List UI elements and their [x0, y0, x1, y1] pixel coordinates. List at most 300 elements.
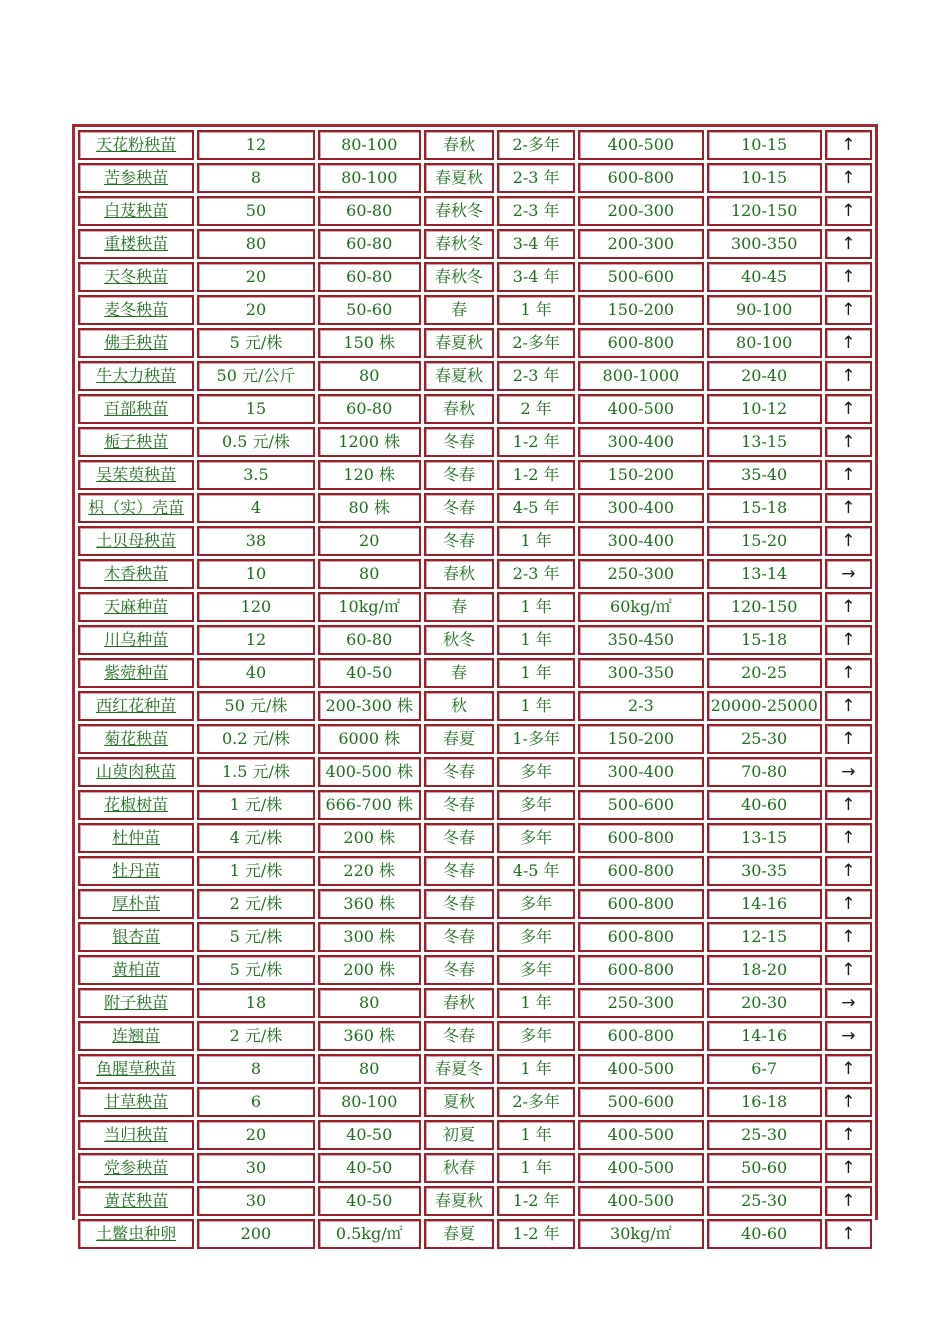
table-row — [78, 856, 872, 886]
table-row — [78, 1120, 872, 1150]
growth-cycle-cell: 4-5 年 — [497, 856, 575, 886]
table-row — [78, 1153, 872, 1183]
quantity-cell: 60-80 — [318, 229, 421, 259]
seedling-name-link[interactable]: 百部秧苗 — [78, 394, 194, 424]
growth-cycle-cell: 2-多年 — [497, 130, 575, 160]
season-cell: 冬春 — [424, 493, 494, 523]
market-price-cell: 35-40 — [707, 460, 822, 490]
season-cell: 冬春 — [424, 427, 494, 457]
growth-cycle-cell: 2-3 年 — [497, 559, 575, 589]
seedling-name-link[interactable]: 木香秧苗 — [78, 559, 194, 589]
trend-arrow-icon: ↑ — [825, 1153, 872, 1183]
growth-cycle-cell: 4-5 年 — [497, 493, 575, 523]
market-price-cell: 40-60 — [707, 790, 822, 820]
seedling-name-link[interactable]: 川乌种苗 — [78, 625, 194, 655]
yield-cell: 400-500 — [578, 394, 703, 424]
market-price-cell: 16-18 — [707, 1087, 822, 1117]
table-row — [78, 196, 872, 226]
seedling-name-link[interactable]: 花椒树苗 — [78, 790, 194, 820]
trend-arrow-icon: ↑ — [825, 460, 872, 490]
price-cell: 5 元/株 — [197, 922, 314, 952]
market-price-cell: 120-150 — [707, 592, 822, 622]
yield-cell: 300-400 — [578, 427, 703, 457]
yield-cell: 200-300 — [578, 196, 703, 226]
trend-arrow-icon: ↑ — [825, 295, 872, 325]
price-cell: 12 — [197, 625, 314, 655]
market-price-cell: 120-150 — [707, 196, 822, 226]
table-row — [78, 493, 872, 523]
seedling-name-link[interactable]: 吴茱萸秧苗 — [78, 460, 194, 490]
price-cell: 1 元/株 — [197, 790, 314, 820]
quantity-cell: 60-80 — [318, 262, 421, 292]
price-cell: 18 — [197, 988, 314, 1018]
price-cell: 20 — [197, 1120, 314, 1150]
seedling-name-link[interactable]: 枳（实）壳苗 — [78, 493, 194, 523]
growth-cycle-cell: 1 年 — [497, 1054, 575, 1084]
market-price-cell: 10-15 — [707, 130, 822, 160]
seedling-name-link[interactable]: 佛手秧苗 — [78, 328, 194, 358]
season-cell: 春 — [424, 295, 494, 325]
yield-cell: 600-800 — [578, 922, 703, 952]
growth-cycle-cell: 多年 — [497, 790, 575, 820]
market-price-cell: 20-25 — [707, 658, 822, 688]
seedling-name-link[interactable]: 土鳖虫种卵 — [78, 1219, 194, 1249]
market-price-cell: 25-30 — [707, 724, 822, 754]
quantity-cell: 220 株 — [318, 856, 421, 886]
price-cell: 80 — [197, 229, 314, 259]
seedling-name-link[interactable]: 天冬秧苗 — [78, 262, 194, 292]
quantity-cell: 0.5kg/㎡ — [318, 1219, 421, 1249]
quantity-cell: 40-50 — [318, 658, 421, 688]
price-cell: 8 — [197, 1054, 314, 1084]
market-price-cell: 13-14 — [707, 559, 822, 589]
yield-cell: 600-800 — [578, 1021, 703, 1051]
price-cell: 120 — [197, 592, 314, 622]
table-row — [78, 328, 872, 358]
growth-cycle-cell: 1 年 — [497, 1120, 575, 1150]
market-price-cell: 25-30 — [707, 1186, 822, 1216]
price-cell: 3.5 — [197, 460, 314, 490]
market-price-cell: 40-45 — [707, 262, 822, 292]
season-cell: 春秋冬 — [424, 196, 494, 226]
growth-cycle-cell: 多年 — [497, 955, 575, 985]
seedling-name-link[interactable]: 连翘苗 — [78, 1021, 194, 1051]
yield-cell: 500-600 — [578, 1087, 703, 1117]
market-price-cell: 40-60 — [707, 1219, 822, 1249]
yield-cell: 60kg/㎡ — [578, 592, 703, 622]
season-cell: 春秋冬 — [424, 229, 494, 259]
seedling-name-link[interactable]: 土贝母秧苗 — [78, 526, 194, 556]
growth-cycle-cell: 1 年 — [497, 658, 575, 688]
season-cell: 冬春 — [424, 790, 494, 820]
season-cell: 冬春 — [424, 889, 494, 919]
quantity-cell: 40-50 — [318, 1153, 421, 1183]
trend-arrow-icon: ↑ — [825, 361, 872, 391]
quantity-cell: 200 株 — [318, 823, 421, 853]
yield-cell: 300-400 — [578, 757, 703, 787]
table-row — [78, 988, 872, 1018]
season-cell: 冬春 — [424, 823, 494, 853]
table-row — [78, 130, 872, 160]
trend-arrow-icon: ↑ — [825, 592, 872, 622]
quantity-cell: 60-80 — [318, 625, 421, 655]
growth-cycle-cell: 1 年 — [497, 988, 575, 1018]
seedling-name-link[interactable]: 甘草秧苗 — [78, 1087, 194, 1117]
seedling-price-table — [75, 127, 875, 1252]
trend-arrow-icon: → — [825, 988, 872, 1018]
season-cell: 冬春 — [424, 460, 494, 490]
table-row — [78, 1186, 872, 1216]
market-price-cell: 14-16 — [707, 889, 822, 919]
growth-cycle-cell: 1 年 — [497, 295, 575, 325]
price-cell: 6 — [197, 1087, 314, 1117]
market-price-cell: 70-80 — [707, 757, 822, 787]
quantity-cell: 150 株 — [318, 328, 421, 358]
price-cell: 12 — [197, 130, 314, 160]
table-row — [78, 955, 872, 985]
seedling-name-link[interactable]: 黄芪秧苗 — [78, 1186, 194, 1216]
season-cell: 夏秋 — [424, 1087, 494, 1117]
quantity-cell: 1200 株 — [318, 427, 421, 457]
price-cell: 1 元/株 — [197, 856, 314, 886]
table-row — [78, 229, 872, 259]
table-row — [78, 295, 872, 325]
seedling-name-link[interactable]: 栀子秧苗 — [78, 427, 194, 457]
season-cell: 春秋 — [424, 130, 494, 160]
yield-cell: 600-800 — [578, 163, 703, 193]
seedling-name-link[interactable]: 麦冬秧苗 — [78, 295, 194, 325]
season-cell: 秋春 — [424, 1153, 494, 1183]
price-cell: 20 — [197, 295, 314, 325]
season-cell: 春 — [424, 658, 494, 688]
table-row — [78, 1054, 872, 1084]
season-cell: 冬春 — [424, 955, 494, 985]
season-cell: 秋冬 — [424, 625, 494, 655]
growth-cycle-cell: 3-4 年 — [497, 229, 575, 259]
table-row — [78, 823, 872, 853]
yield-cell: 600-800 — [578, 823, 703, 853]
quantity-cell: 50-60 — [318, 295, 421, 325]
yield-cell: 600-800 — [578, 328, 703, 358]
season-cell: 春夏 — [424, 1219, 494, 1249]
season-cell: 春秋 — [424, 988, 494, 1018]
table-body — [78, 130, 872, 1249]
price-cell: 50 元/株 — [197, 691, 314, 721]
season-cell: 冬春 — [424, 1021, 494, 1051]
price-cell: 2 元/株 — [197, 889, 314, 919]
quantity-cell: 10kg/㎡ — [318, 592, 421, 622]
quantity-cell: 400-500 株 — [318, 757, 421, 787]
table-row — [78, 691, 872, 721]
growth-cycle-cell: 1-多年 — [497, 724, 575, 754]
seedling-price-table-frame — [72, 124, 878, 1244]
yield-cell: 600-800 — [578, 856, 703, 886]
quantity-cell: 40-50 — [318, 1186, 421, 1216]
seedling-name-link[interactable]: 附子秧苗 — [78, 988, 194, 1018]
price-cell: 0.5 元/株 — [197, 427, 314, 457]
table-row — [78, 1021, 872, 1051]
trend-arrow-icon: ↑ — [825, 328, 872, 358]
season-cell: 春夏秋 — [424, 163, 494, 193]
price-cell: 50 — [197, 196, 314, 226]
growth-cycle-cell: 多年 — [497, 922, 575, 952]
price-cell: 200 — [197, 1219, 314, 1249]
yield-cell: 500-600 — [578, 790, 703, 820]
quantity-cell: 60-80 — [318, 196, 421, 226]
season-cell: 春秋 — [424, 394, 494, 424]
trend-arrow-icon: ↑ — [825, 856, 872, 886]
yield-cell: 150-200 — [578, 724, 703, 754]
quantity-cell: 80-100 — [318, 163, 421, 193]
price-cell: 5 元/株 — [197, 955, 314, 985]
seedling-name-link[interactable]: 杜仲苗 — [78, 823, 194, 853]
quantity-cell: 60-80 — [318, 394, 421, 424]
price-cell: 30 — [197, 1186, 314, 1216]
yield-cell: 500-600 — [578, 262, 703, 292]
growth-cycle-cell: 多年 — [497, 1021, 575, 1051]
season-cell: 春秋冬 — [424, 262, 494, 292]
table-row — [78, 724, 872, 754]
price-cell: 2 元/株 — [197, 1021, 314, 1051]
trend-arrow-icon: ↑ — [825, 1087, 872, 1117]
trend-arrow-icon: ↑ — [825, 427, 872, 457]
yield-cell: 600-800 — [578, 889, 703, 919]
quantity-cell: 360 株 — [318, 889, 421, 919]
quantity-cell: 200-300 株 — [318, 691, 421, 721]
market-price-cell: 6-7 — [707, 1054, 822, 1084]
growth-cycle-cell: 2-多年 — [497, 1087, 575, 1117]
table-row — [78, 790, 872, 820]
price-cell: 5 元/株 — [197, 328, 314, 358]
quantity-cell: 80 — [318, 559, 421, 589]
season-cell: 春夏秋 — [424, 1186, 494, 1216]
seedling-name-link[interactable]: 银杏苗 — [78, 922, 194, 952]
quantity-cell: 80 — [318, 988, 421, 1018]
yield-cell: 300-400 — [578, 526, 703, 556]
table-row — [78, 361, 872, 391]
market-price-cell: 30-35 — [707, 856, 822, 886]
seedling-name-link[interactable]: 鱼腥草秧苗 — [78, 1054, 194, 1084]
growth-cycle-cell: 1 年 — [497, 1153, 575, 1183]
trend-arrow-icon: → — [825, 1021, 872, 1051]
yield-cell: 400-500 — [578, 1054, 703, 1084]
seedling-name-link[interactable]: 白芨秧苗 — [78, 196, 194, 226]
quantity-cell: 6000 株 — [318, 724, 421, 754]
growth-cycle-cell: 1 年 — [497, 526, 575, 556]
growth-cycle-cell: 多年 — [497, 757, 575, 787]
growth-cycle-cell: 2-3 年 — [497, 196, 575, 226]
trend-arrow-icon: ↑ — [825, 1186, 872, 1216]
price-cell: 4 — [197, 493, 314, 523]
seedling-name-link[interactable]: 天花粉秧苗 — [78, 130, 194, 160]
seedling-name-link[interactable]: 重楼秧苗 — [78, 229, 194, 259]
quantity-cell: 20 — [318, 526, 421, 556]
trend-arrow-icon: ↑ — [825, 790, 872, 820]
market-price-cell: 25-30 — [707, 1120, 822, 1150]
price-cell: 38 — [197, 526, 314, 556]
season-cell: 初夏 — [424, 1120, 494, 1150]
yield-cell: 30kg/㎡ — [578, 1219, 703, 1249]
trend-arrow-icon: ↑ — [825, 1219, 872, 1249]
market-price-cell: 50-60 — [707, 1153, 822, 1183]
quantity-cell: 40-50 — [318, 1120, 421, 1150]
season-cell: 冬春 — [424, 757, 494, 787]
growth-cycle-cell: 1-2 年 — [497, 427, 575, 457]
quantity-cell: 80 株 — [318, 493, 421, 523]
table-row — [78, 1219, 872, 1249]
season-cell: 冬春 — [424, 856, 494, 886]
market-price-cell: 10-12 — [707, 394, 822, 424]
season-cell: 春 — [424, 592, 494, 622]
trend-arrow-icon: ↑ — [825, 724, 872, 754]
yield-cell: 800-1000 — [578, 361, 703, 391]
market-price-cell: 20-40 — [707, 361, 822, 391]
yield-cell: 300-400 — [578, 493, 703, 523]
market-price-cell: 18-20 — [707, 955, 822, 985]
growth-cycle-cell: 1-2 年 — [497, 1186, 575, 1216]
yield-cell: 2-3 — [578, 691, 703, 721]
table-row — [78, 1087, 872, 1117]
price-cell: 4 元/株 — [197, 823, 314, 853]
price-cell: 50 元/公斤 — [197, 361, 314, 391]
season-cell: 春夏秋 — [424, 328, 494, 358]
quantity-cell: 80 — [318, 1054, 421, 1084]
seedling-name-link[interactable]: 牡丹苗 — [78, 856, 194, 886]
seedling-name-link[interactable]: 黄柏苗 — [78, 955, 194, 985]
market-price-cell: 13-15 — [707, 823, 822, 853]
price-cell: 30 — [197, 1153, 314, 1183]
table-row — [78, 262, 872, 292]
market-price-cell: 15-18 — [707, 625, 822, 655]
growth-cycle-cell: 2 年 — [497, 394, 575, 424]
trend-arrow-icon: ↑ — [825, 493, 872, 523]
seedling-name-link[interactable]: 厚朴苗 — [78, 889, 194, 919]
yield-cell: 400-500 — [578, 1186, 703, 1216]
season-cell: 春夏 — [424, 724, 494, 754]
trend-arrow-icon: ↑ — [825, 394, 872, 424]
market-price-cell: 13-15 — [707, 427, 822, 457]
table-row — [78, 559, 872, 589]
market-price-cell: 80-100 — [707, 328, 822, 358]
season-cell: 春秋 — [424, 559, 494, 589]
trend-arrow-icon: ↑ — [825, 163, 872, 193]
trend-arrow-icon: ↑ — [825, 262, 872, 292]
price-cell: 0.2 元/株 — [197, 724, 314, 754]
market-price-cell: 14-16 — [707, 1021, 822, 1051]
season-cell: 春夏冬 — [424, 1054, 494, 1084]
price-cell: 15 — [197, 394, 314, 424]
market-price-cell: 300-350 — [707, 229, 822, 259]
market-price-cell: 10-15 — [707, 163, 822, 193]
trend-arrow-icon: ↑ — [825, 1054, 872, 1084]
market-price-cell: 90-100 — [707, 295, 822, 325]
yield-cell: 300-350 — [578, 658, 703, 688]
yield-cell: 400-500 — [578, 1153, 703, 1183]
trend-arrow-icon: ↑ — [825, 955, 872, 985]
quantity-cell: 666-700 株 — [318, 790, 421, 820]
season-cell: 春夏秋 — [424, 361, 494, 391]
trend-arrow-icon: ↑ — [825, 1120, 872, 1150]
market-price-cell: 12-15 — [707, 922, 822, 952]
growth-cycle-cell: 1 年 — [497, 592, 575, 622]
market-price-cell: 20000-25000 — [707, 691, 822, 721]
growth-cycle-cell: 多年 — [497, 889, 575, 919]
quantity-cell: 80-100 — [318, 1087, 421, 1117]
seedling-name-link[interactable]: 西红花种苗 — [78, 691, 194, 721]
table-row — [78, 592, 872, 622]
seedling-name-link[interactable]: 当归秧苗 — [78, 1120, 194, 1150]
yield-cell: 400-500 — [578, 130, 703, 160]
trend-arrow-icon: ↑ — [825, 196, 872, 226]
season-cell: 冬春 — [424, 526, 494, 556]
yield-cell: 200-300 — [578, 229, 703, 259]
table-row — [78, 625, 872, 655]
price-cell: 8 — [197, 163, 314, 193]
trend-arrow-icon: ↑ — [825, 823, 872, 853]
trend-arrow-icon: → — [825, 559, 872, 589]
yield-cell: 150-200 — [578, 295, 703, 325]
quantity-cell: 80-100 — [318, 130, 421, 160]
table-row — [78, 889, 872, 919]
market-price-cell: 15-20 — [707, 526, 822, 556]
growth-cycle-cell: 1-2 年 — [497, 460, 575, 490]
market-price-cell: 15-18 — [707, 493, 822, 523]
price-cell: 40 — [197, 658, 314, 688]
table-row — [78, 163, 872, 193]
trend-arrow-icon: ↑ — [825, 691, 872, 721]
table-row — [78, 658, 872, 688]
table-row — [78, 427, 872, 457]
table-row — [78, 922, 872, 952]
seedling-name-link[interactable]: 天麻种苗 — [78, 592, 194, 622]
price-cell: 20 — [197, 262, 314, 292]
table-row — [78, 460, 872, 490]
yield-cell: 600-800 — [578, 955, 703, 985]
season-cell: 秋 — [424, 691, 494, 721]
trend-arrow-icon: ↑ — [825, 229, 872, 259]
seedling-name-link[interactable]: 党参秧苗 — [78, 1153, 194, 1183]
yield-cell: 400-500 — [578, 1120, 703, 1150]
seedling-name-link[interactable]: 牛大力秧苗 — [78, 361, 194, 391]
yield-cell: 150-200 — [578, 460, 703, 490]
seedling-name-link[interactable]: 菊花秧苗 — [78, 724, 194, 754]
yield-cell: 250-300 — [578, 559, 703, 589]
seedling-name-link[interactable]: 山萸肉秧苗 — [78, 757, 194, 787]
trend-arrow-icon: ↑ — [825, 889, 872, 919]
growth-cycle-cell: 1 年 — [497, 625, 575, 655]
seedling-name-link[interactable]: 苦参秧苗 — [78, 163, 194, 193]
growth-cycle-cell: 多年 — [497, 823, 575, 853]
table-row — [78, 526, 872, 556]
table-row — [78, 394, 872, 424]
price-cell: 1.5 元/株 — [197, 757, 314, 787]
growth-cycle-cell: 2-3 年 — [497, 163, 575, 193]
growth-cycle-cell: 2-3 年 — [497, 361, 575, 391]
growth-cycle-cell: 2-多年 — [497, 328, 575, 358]
growth-cycle-cell: 1 年 — [497, 691, 575, 721]
quantity-cell: 360 株 — [318, 1021, 421, 1051]
growth-cycle-cell: 1-2 年 — [497, 1219, 575, 1249]
trend-arrow-icon: → — [825, 757, 872, 787]
season-cell: 冬春 — [424, 922, 494, 952]
table-row — [78, 757, 872, 787]
trend-arrow-icon: ↑ — [825, 922, 872, 952]
seedling-name-link[interactable]: 紫菀种苗 — [78, 658, 194, 688]
market-price-cell: 20-30 — [707, 988, 822, 1018]
trend-arrow-icon: ↑ — [825, 526, 872, 556]
quantity-cell: 300 株 — [318, 922, 421, 952]
quantity-cell: 80 — [318, 361, 421, 391]
